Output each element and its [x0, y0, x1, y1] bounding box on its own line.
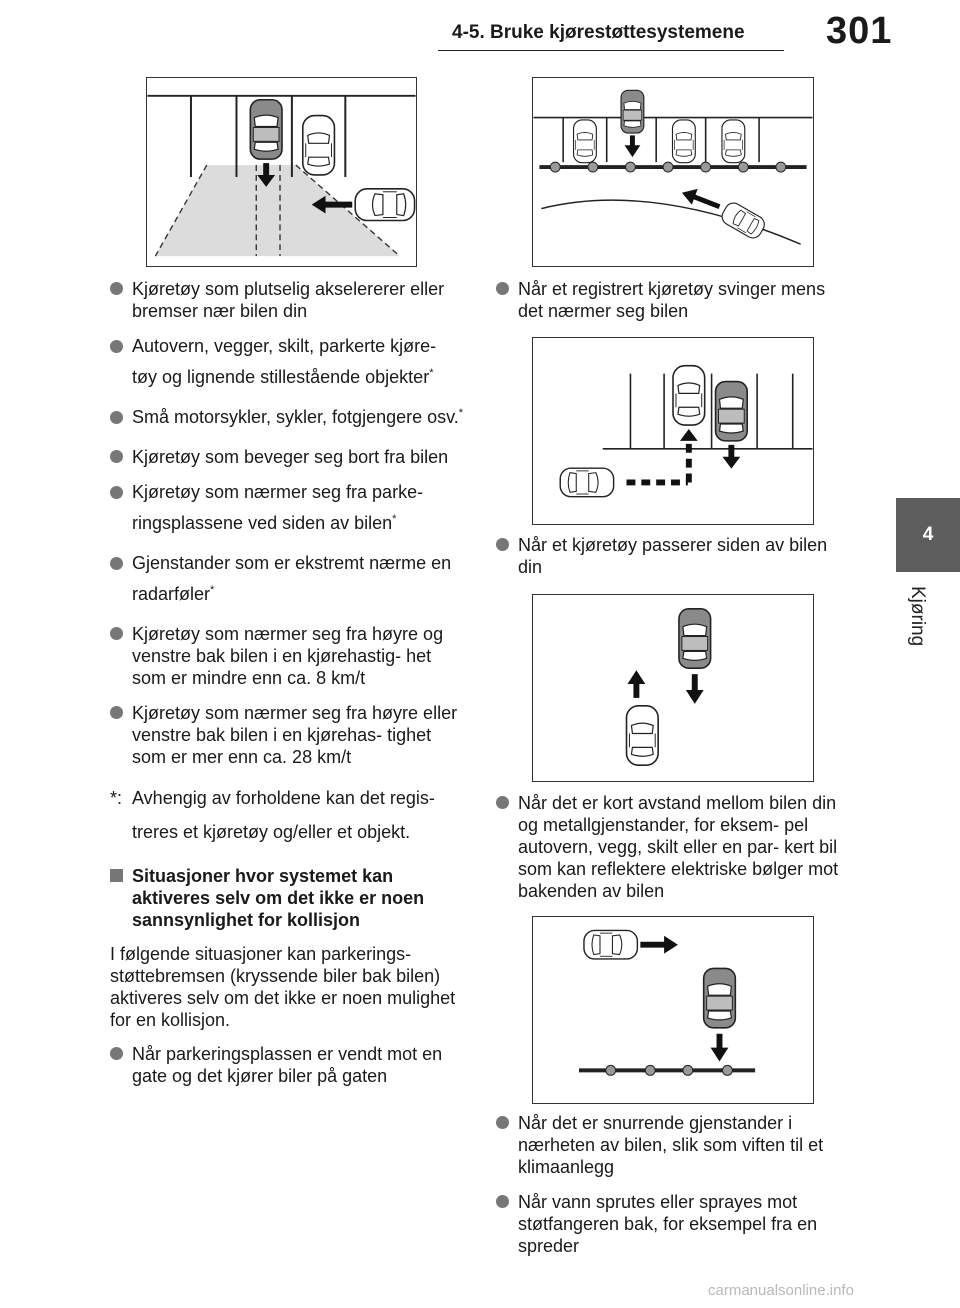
list-item-text: Når et kjøretøy passerer siden av bilen din	[518, 535, 828, 577]
list-item-text: Når vann sprutes eller sprayes mot støtfangeren bak, for eksempel fra en spreder	[518, 1192, 818, 1256]
list-item-text: Når et registrert kjøretøy svinger mens det nærmer seg bilen	[518, 279, 826, 321]
list-item	[496, 1112, 848, 1178]
list-item	[110, 477, 466, 539]
figure-fence	[532, 916, 814, 1104]
subheading	[110, 865, 466, 931]
watermark: carmanualsonline.info	[708, 1282, 854, 1299]
right-bullet-3	[496, 792, 846, 915]
footnote	[110, 781, 466, 849]
chapter-title: Kjøring	[907, 586, 928, 647]
list-item-text: Når det er snurrende gjenstander i nærheten av bilen, slik som viften til et klimaanlegg	[518, 1113, 824, 1177]
subheading-text: Situasjoner hvor systemet kan aktiveres selv om det ikke er noen sannsynlighet for kollisjon	[132, 866, 425, 930]
figure-passing-vehicle	[532, 337, 814, 525]
right-bullets-4-5	[496, 1112, 848, 1270]
bullet-dot	[496, 796, 509, 809]
bullet-dot	[110, 706, 123, 719]
section-title: 4-5. Bruke kjørestøttesystemene	[452, 22, 745, 43]
list-item	[110, 702, 466, 768]
footnote-marker: *	[210, 584, 215, 596]
list-item-text: Når parkeringsplassen er vendt mot en gate og det kjører biler på gaten	[132, 1044, 443, 1086]
bullet-dot	[110, 282, 123, 295]
bullet-dot	[110, 557, 123, 570]
list-item-text: Kjøretøy som nærmer seg fra parke- ringsplassene ved siden av bilen	[132, 482, 424, 533]
list-item-text: Kjøretøy som plutselig akselererer eller bremser nær bilen din	[132, 279, 445, 321]
list-item	[110, 278, 466, 322]
bullet-dot	[110, 411, 123, 424]
left-column	[110, 278, 466, 1100]
bullet-dot	[110, 627, 123, 640]
footnote-marker: *	[392, 513, 397, 525]
page-number: 301	[826, 10, 893, 52]
bullet-dot	[496, 1195, 509, 1208]
bullet-dot	[496, 538, 509, 551]
list-item	[496, 534, 846, 578]
footnote-mark: *:	[110, 788, 123, 808]
bullet-dot	[110, 1047, 123, 1060]
list-item-text: Gjenstander som er ekstremt nærme en radarføler	[132, 553, 452, 604]
footnote-marker: *	[458, 407, 464, 419]
header-rule	[438, 50, 784, 51]
list-item	[496, 1191, 848, 1257]
square-icon	[110, 869, 123, 882]
bullet-dot	[496, 282, 509, 295]
right-bullet-1	[496, 278, 846, 335]
list-item	[496, 278, 846, 322]
bullet-dot	[110, 340, 123, 353]
bullet-dot	[110, 450, 123, 463]
chapter-number: 4	[922, 524, 934, 545]
footnote-text: Avhengig av forholdene kan det regis- treres et kjøretøy og/eller et objekt.	[132, 788, 435, 842]
list-item	[110, 548, 466, 610]
bullet-dot	[110, 486, 123, 499]
list-item	[110, 1043, 466, 1087]
list-item-text: Kjøretøy som beveger seg bort fra bilen	[132, 447, 449, 467]
list-item	[110, 402, 466, 433]
footnote-marker: *	[429, 367, 434, 379]
figure-turning-vehicle	[532, 77, 814, 267]
list-item-text: Kjøretøy som nærmer seg fra høyre eller venstre bak bilen i en kjørehas- tighet som er mer enn ca. 28 km/t	[132, 703, 458, 767]
list-item-text: Når det er kort avstand mellom bilen din og metallgjenstander, for eksem- pel autovern, vegg, skilt eller en par- kert bil som kan reflektere elektriske bølger mot bakenden av bilen	[518, 793, 839, 901]
list-item	[496, 792, 846, 902]
list-item	[110, 623, 466, 689]
figure-parking-zone	[146, 77, 417, 267]
list-item	[110, 446, 466, 468]
list-item-text: Kjøretøy som nærmer seg fra høyre og venstre bak bilen i en kjørehastig- het som er mindre enn ca. 8 km/t	[132, 624, 444, 688]
list-item-text: Autovern, vegger, skilt, parkerte kjøre- tøy og lignende stillestående objekter	[132, 336, 437, 387]
bullet-dot	[496, 1116, 509, 1129]
list-item	[110, 331, 466, 393]
figure-metal-objects	[532, 594, 814, 782]
chapter-tab[interactable]	[896, 498, 960, 572]
list-item-text: Små motorsykler, sykler, fotgjengere osv.	[132, 407, 459, 427]
paragraph: I følgende situasjoner kan parkerings- støttebremsen (kryssende biler bak bilen) aktiveres selv om det ikke er noen mulighet for en kollisjon.	[110, 944, 456, 1030]
right-bullet-2	[496, 534, 846, 591]
